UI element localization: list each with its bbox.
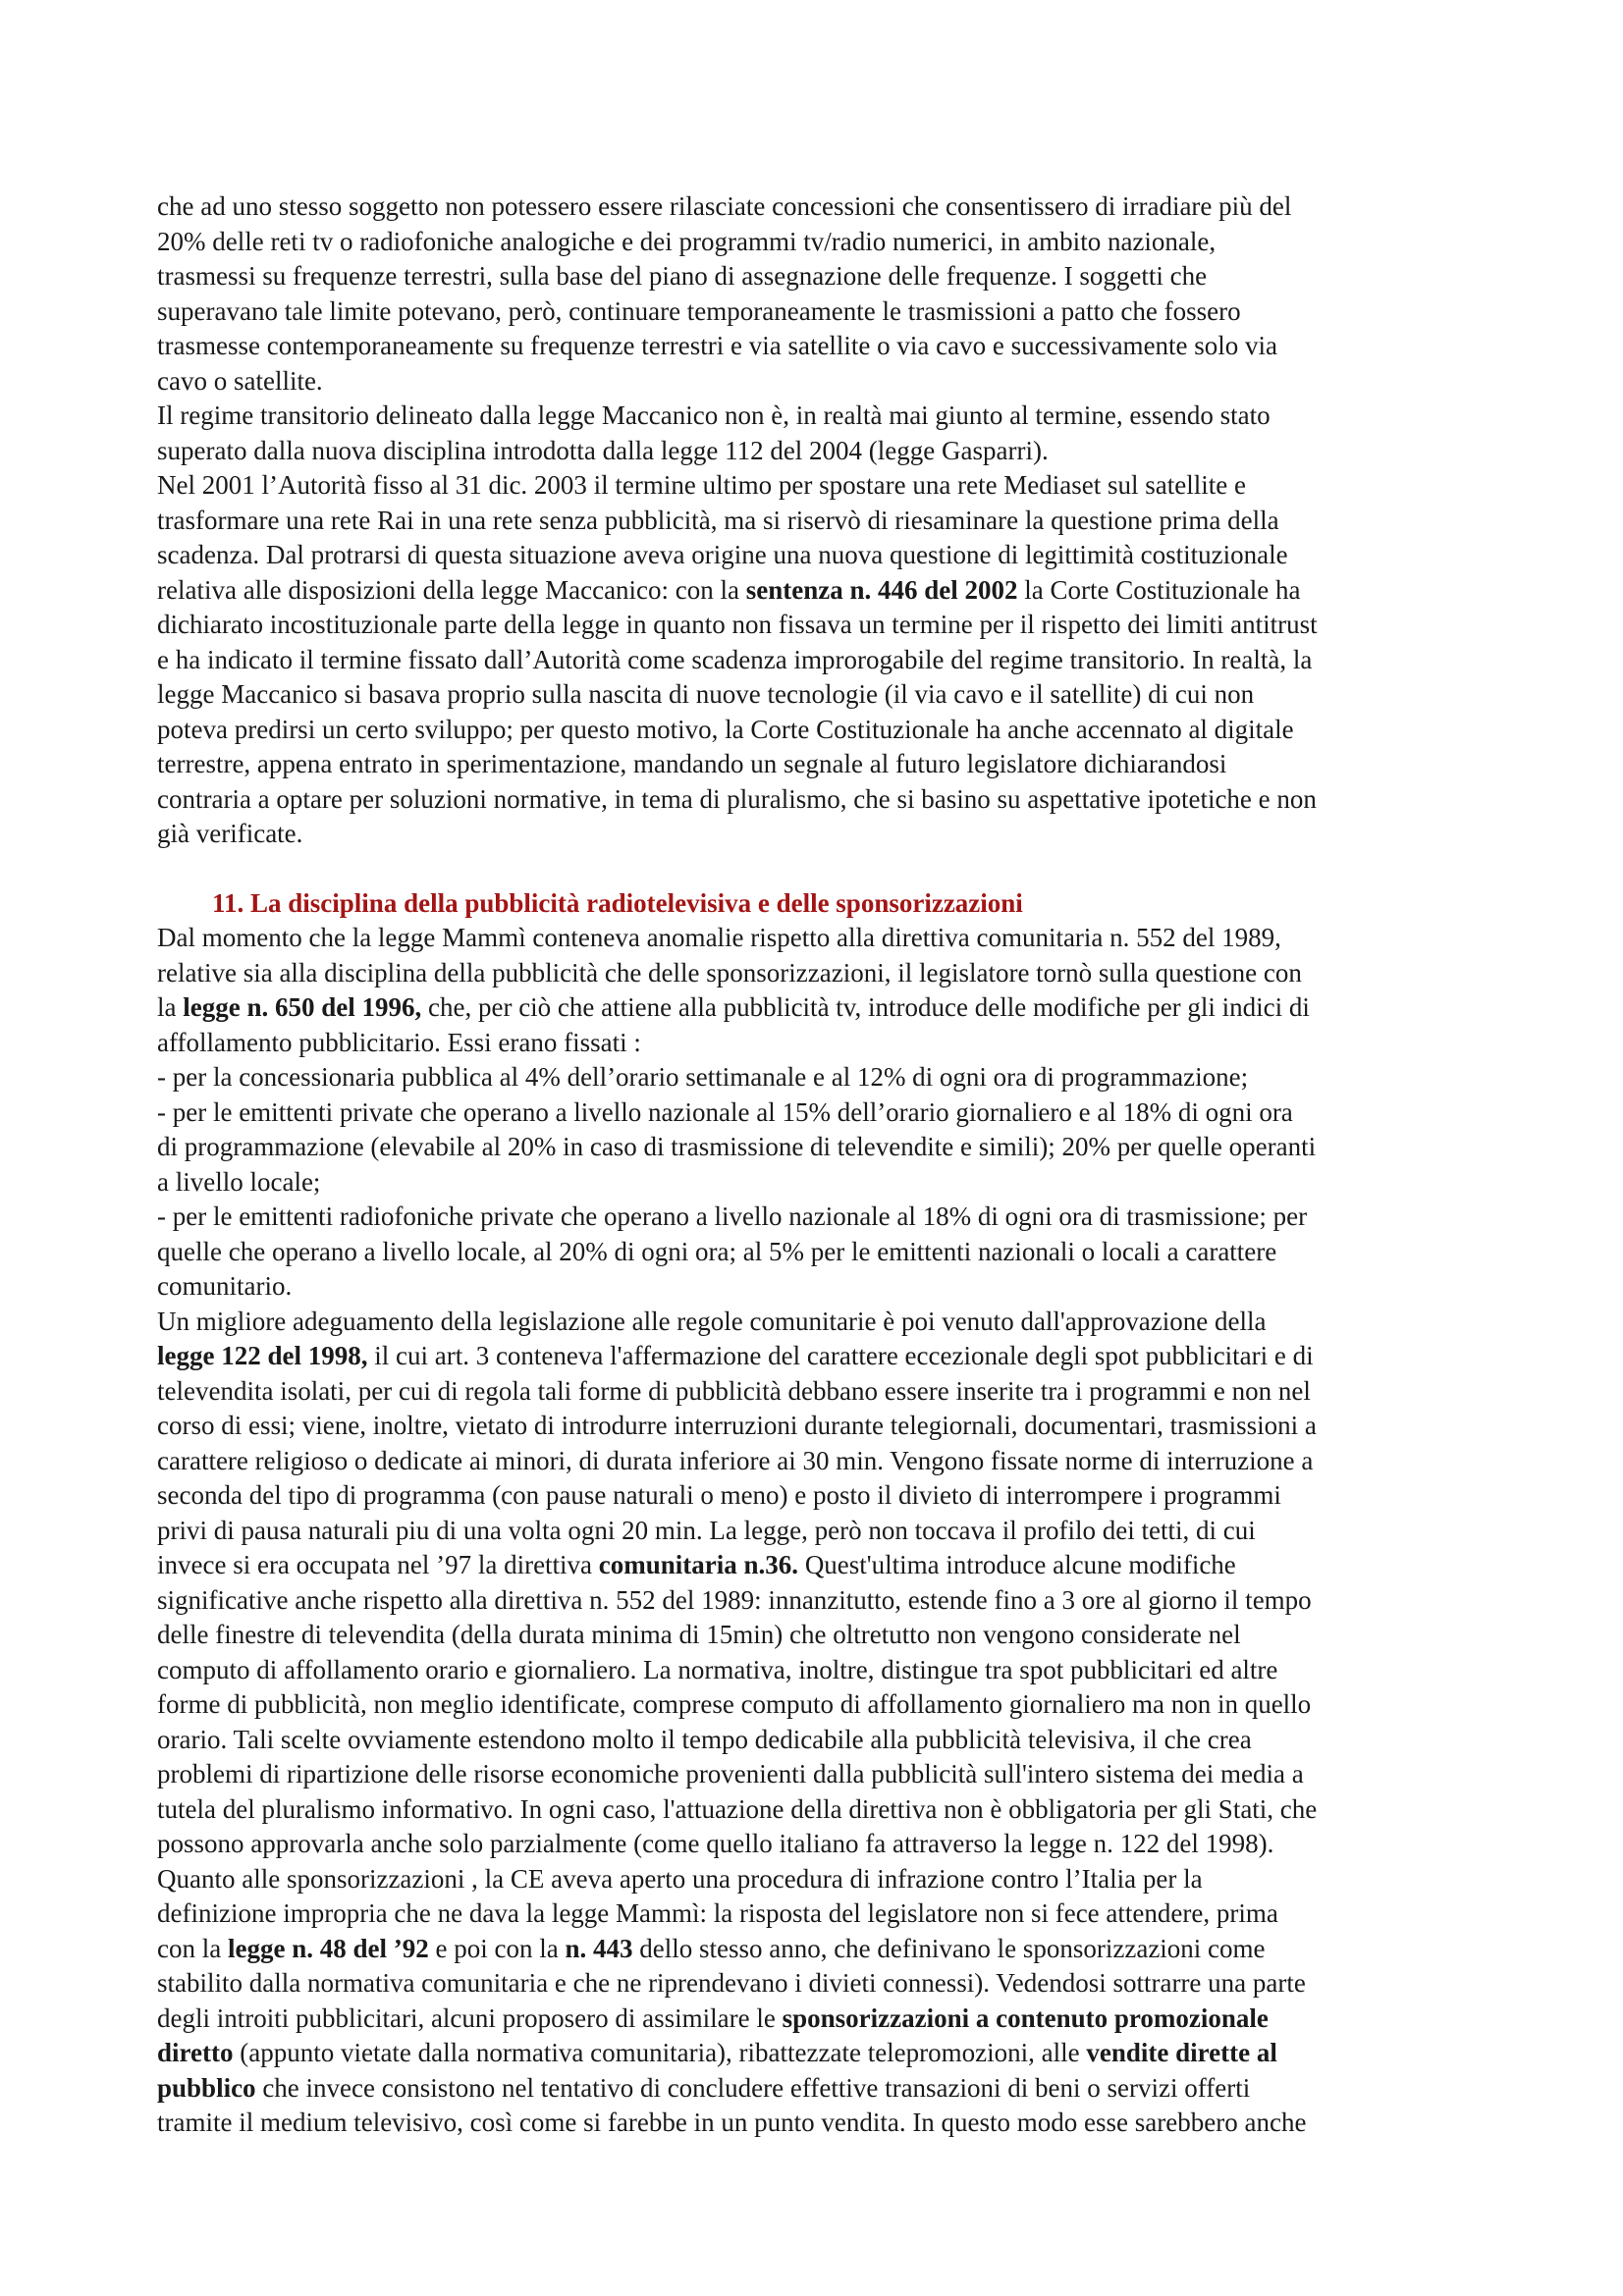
text-line: [157, 1374, 1478, 1410]
document-page: [157, 189, 1478, 2141]
text-line: [157, 990, 1478, 1026]
text-line: [157, 608, 1478, 643]
bold-text: legge 122 del 1998,: [157, 1341, 368, 1370]
text-line: [157, 434, 1478, 469]
intro-section: [157, 189, 1478, 852]
text-line: [157, 1687, 1478, 1723]
text-line: [157, 1409, 1478, 1444]
text-run: computo di affollamento orario e giornaliero. La normativa, inoltre, distingue tra spot pubblicitari ed altre: [157, 1654, 1278, 1684]
text-line: [157, 2002, 1478, 2037]
text-run: legge Maccanico si basava proprio sulla nascita di nuove tecnologie (il via cavo e il satellite) di cui non: [157, 679, 1255, 709]
text-run: a livello locale;: [157, 1166, 321, 1197]
text-run: poteva predirsi un certo sviluppo; per questo motivo, la Corte Costituzionale ha anche accennato al digitale: [157, 714, 1294, 744]
text-run: che ad uno stesso soggetto non potessero essere rilasciate concessioni che consentissero di irradiare più del: [157, 191, 1292, 221]
text-run: privi di pausa naturali piu di una volta ogni 20 min. La legge, però non toccava il profilo dei tetti, di cui: [157, 1515, 1256, 1545]
text-run: stabilito dalla normativa comunitaria e che ne riprendevano i divieti connessi). Vedendosi sottrarre una parte: [157, 1968, 1306, 1998]
text-run: Quest'ultima introduce alcune modifiche: [798, 1550, 1236, 1579]
bold-text: legge n. 48 del ’92: [227, 1933, 429, 1963]
bold-text: vendite dirette al: [1086, 2038, 1277, 2067]
text-run: relative sia alla disciplina della pubblicità che delle sponsorizzazioni, il legislatore tornò sulla questione con: [157, 957, 1302, 988]
text-line: [157, 782, 1478, 818]
text-run: già verificate.: [157, 819, 303, 848]
text-line: [157, 2036, 1478, 2071]
text-line: [157, 1792, 1478, 1828]
text-line: [157, 1723, 1478, 1758]
text-line: [157, 921, 1478, 956]
text-run: affollamento pubblicitario. Essi erano fissati :: [157, 1027, 641, 1057]
paragraph: [157, 189, 1478, 399]
text-run: delle finestre di televendita (della durata minima di 15min) che oltretutto non vengono considerate nel: [157, 1620, 1241, 1649]
text-line: [157, 573, 1478, 609]
bold-text: sentenza n. 446 del 2002: [745, 574, 1018, 605]
text-run: trasformare una rete Rai in una rete senza pubblicità, ma si riservò di riesaminare la questione prima della: [157, 505, 1279, 535]
text-run: - per le emittenti radiofoniche private che operano a livello nazionale al 18% di ogni ora di trasmissione; per: [157, 1201, 1308, 1231]
text-run: Il regime transitorio delineato dalla legge Maccanico non è, in realtà mai giunto al termine, essendo stato: [157, 400, 1271, 430]
text-line: [157, 643, 1478, 678]
spacer: [157, 852, 1478, 886]
text-run: quelle che operano a livello locale, al 20% di ogni ora; al 5% per le emittenti nazionali o locali a carattere: [157, 1236, 1277, 1266]
text-run: orario. Tali scelte ovviamente estendono molto il tempo dedicabile alla pubblicità televisiva, il che crea: [157, 1724, 1252, 1754]
text-line: [157, 189, 1478, 225]
bold-text: comunitaria n.36.: [598, 1550, 799, 1579]
text-line: [157, 364, 1478, 400]
text-run: il cui art. 3 conteneva l'affermazione del carattere eccezionale degli spot pubblicitari e di: [367, 1341, 1314, 1370]
text-line: [157, 1305, 1478, 1340]
text-run: con la: [157, 1933, 228, 1963]
text-run: che, per ciò che attiene alla pubblicità tv, introduce delle modifiche per gli indici di: [421, 992, 1310, 1022]
text-run: contraria a optare per soluzioni normative, in tema di pluralismo, che si basino su aspettative ipotetiche e non: [157, 783, 1317, 814]
text-run: comunitario.: [157, 1271, 293, 1301]
text-run: superavano tale limite potevano, però, continuare temporaneamente le trasmissioni a patto che fossero: [157, 295, 1241, 326]
text-line: [157, 1514, 1478, 1549]
text-line: [157, 817, 1478, 852]
text-run: Nel 2001 l’Autorità fisso al 31 dic. 2003 il termine ultimo per spostare una rete Mediaset sul satellite e: [157, 470, 1246, 500]
text-line: [157, 259, 1478, 294]
paragraph: [157, 399, 1478, 468]
text-run: superato dalla nuova disciplina introdotta dalla legge 112 del 2004 (legge Gasparri).: [157, 435, 1049, 465]
text-run: - per la concessionaria pubblica al 4% dell’orario settimanale e al 12% di ogni ora di programmazione;: [157, 1062, 1249, 1092]
text-run: tutela del pluralismo informativo. In ogni caso, l'attuazione della direttiva non è obbligatoria per gli Stati, che: [157, 1793, 1318, 1824]
text-run: dello stesso anno, che definivano le sponsorizzazioni come: [632, 1933, 1266, 1963]
text-run: cavo o satellite.: [157, 365, 323, 396]
text-run: problemi di ripartizione delle risorse economiche provenienti dalla pubblicità sull'intero sistema dei media a: [157, 1759, 1304, 1789]
text-run: 20% delle reti tv o radiofoniche analogiche e dei programmi tv/radio numerici, in ambito nazionale,: [157, 226, 1217, 256]
paragraph: [157, 921, 1478, 1305]
text-line: [157, 1060, 1478, 1095]
text-run: carattere religioso o dedicate ai minori, di durata inferiore ai 30 min. Vengono fissate norme di interruzione a: [157, 1445, 1314, 1475]
text-line: [157, 2106, 1478, 2141]
text-line: [157, 468, 1478, 504]
text-line: [157, 1095, 1478, 1131]
text-run: Dal momento che la legge Mammì conteneva anomalie rispetto alla direttiva comunitaria n. 552 del 1989,: [157, 923, 1281, 952]
text-line: [157, 2071, 1478, 2107]
text-run: definizione impropria che ne dava la legge Mammì: la risposta del legislatore non si fece attendere, prima: [157, 1898, 1278, 1928]
text-run: forme di pubblicità, non meglio identificate, comprese computo di affollamento giornaliero ma non in quello: [157, 1689, 1312, 1719]
text-line: [157, 713, 1478, 748]
bold-text: sponsorizzazioni a contenuto promozionale: [782, 2002, 1269, 2033]
text-line: [157, 1478, 1478, 1514]
text-run: trasmessi su frequenze terrestri, sulla base del piano di assegnazione delle frequenze. I soggetti che: [157, 261, 1208, 291]
text-line: [157, 1269, 1478, 1305]
text-run: possono approvarla anche solo parzialmente (come quello italiano fa attraverso la legge n. 122 del 1998).: [157, 1829, 1274, 1858]
text-line: [157, 538, 1478, 573]
section-body: [157, 921, 1478, 2141]
text-line: [157, 399, 1478, 434]
paragraph: [157, 1862, 1478, 2141]
text-line: [157, 1235, 1478, 1270]
section-heading: 11. La disciplina della pubblicità radiotelevisiva e delle sponsorizzazioni: [212, 887, 1023, 918]
text-line: [157, 1200, 1478, 1235]
text-line: [157, 677, 1478, 713]
text-line: [157, 1444, 1478, 1479]
text-run: Quanto alle sponsorizzazioni , la CE aveva aperto una procedura di infrazione contro l’Italia per la: [157, 1863, 1203, 1894]
text-line: [157, 1653, 1478, 1688]
text-line: [157, 1932, 1478, 1967]
text-run: e ha indicato il termine fissato dall’Autorità come scadenza improrogabile del regime transitorio. In realtà, la: [157, 644, 1313, 674]
text-run: terrestre, appena entrato in sperimentazione, mandando un segnale al futuro legislatore dichiarandosi: [157, 749, 1227, 778]
text-line: [157, 504, 1478, 539]
text-run: - per le emittenti private che operano a livello nazionale al 15% dell’orario giornaliero e al 18% di ogni ora: [157, 1096, 1293, 1127]
text-run: (appunto vietate dalla normativa comunitaria), ribattezzate telepromozioni, alle: [233, 2038, 1087, 2067]
text-run: la: [157, 992, 184, 1022]
text-run: degli introiti pubblicitari, alcuni proposero di assimilare le: [157, 2002, 783, 2033]
text-line: [157, 1130, 1478, 1165]
text-run: invece si era occupata nel ’97 la direttiva: [157, 1550, 599, 1579]
bold-text: n. 443: [565, 1933, 633, 1963]
text-run: la Corte Costituzionale ha: [1017, 574, 1301, 605]
text-run: televendita isolati, per cui di regola tali forme di pubblicità debbano essere inserite tra i programmi e non nel: [157, 1375, 1311, 1406]
text-run: corso di essi; viene, inoltre, vietato di introdurre interruzioni durante telegiornali, documentari, trasmissioni a: [157, 1411, 1317, 1440]
text-line: [157, 329, 1478, 364]
text-run: scadenza. Dal protrarsi di questa situazione aveva origine una nuova questione di legittimità costituzionale: [157, 540, 1288, 569]
text-line: [157, 1827, 1478, 1862]
text-line: [157, 1339, 1478, 1374]
text-run: seconda del tipo di programma (con pause naturali o meno) e posto il divieto di interrompere i programmi: [157, 1480, 1281, 1510]
text-run: dichiarato incostituzionale parte della legge in quanto non fissava un termine per il rispetto dei limiti antitrust: [157, 610, 1318, 639]
text-line: [157, 1966, 1478, 2002]
text-run: Un migliore adeguamento della legislazione alle regole comunitarie è poi venuto dall'approvazione della: [157, 1306, 1267, 1336]
text-line: [157, 747, 1478, 782]
text-line: [157, 1026, 1478, 1061]
text-line: [157, 1757, 1478, 1792]
paragraph: [157, 468, 1478, 852]
text-run: di programmazione (elevabile al 20% in caso di trasmissione di televendite e simili); 20% per quelle operanti: [157, 1132, 1317, 1161]
text-run: tramite il medium televisivo, così come si farebbe in un punto vendita. In questo modo esse sarebbero anche: [157, 2108, 1307, 2137]
bold-text: diretto: [157, 2038, 234, 2067]
text-line: [157, 1618, 1478, 1653]
text-run: significative anche rispetto alla direttiva n. 552 del 1989: innanzitutto, estende fino a 3 ore al giorno il tempo: [157, 1584, 1312, 1615]
text-run: e poi con la: [428, 1933, 566, 1963]
text-line: [157, 1548, 1478, 1583]
text-run: relativa alle disposizioni della legge Maccanico: con la: [157, 574, 746, 605]
text-line: [157, 956, 1478, 991]
bold-text: legge n. 650 del 1996,: [183, 992, 422, 1022]
text-run: trasmesse contemporaneamente su frequenze terrestri e via satellite o via cavo e successivamente solo via: [157, 331, 1278, 360]
text-line: [157, 1583, 1478, 1619]
text-run: che invece consistono nel tentativo di concludere effettive transazioni di beni o servizi offerti: [255, 2072, 1251, 2103]
bold-text: pubblico: [157, 2072, 256, 2103]
text-line: [157, 1896, 1478, 1932]
text-line: [157, 294, 1478, 330]
text-line: [157, 225, 1478, 260]
text-line: [157, 1862, 1478, 1897]
paragraph: [157, 1305, 1478, 1862]
text-line: [157, 1165, 1478, 1201]
